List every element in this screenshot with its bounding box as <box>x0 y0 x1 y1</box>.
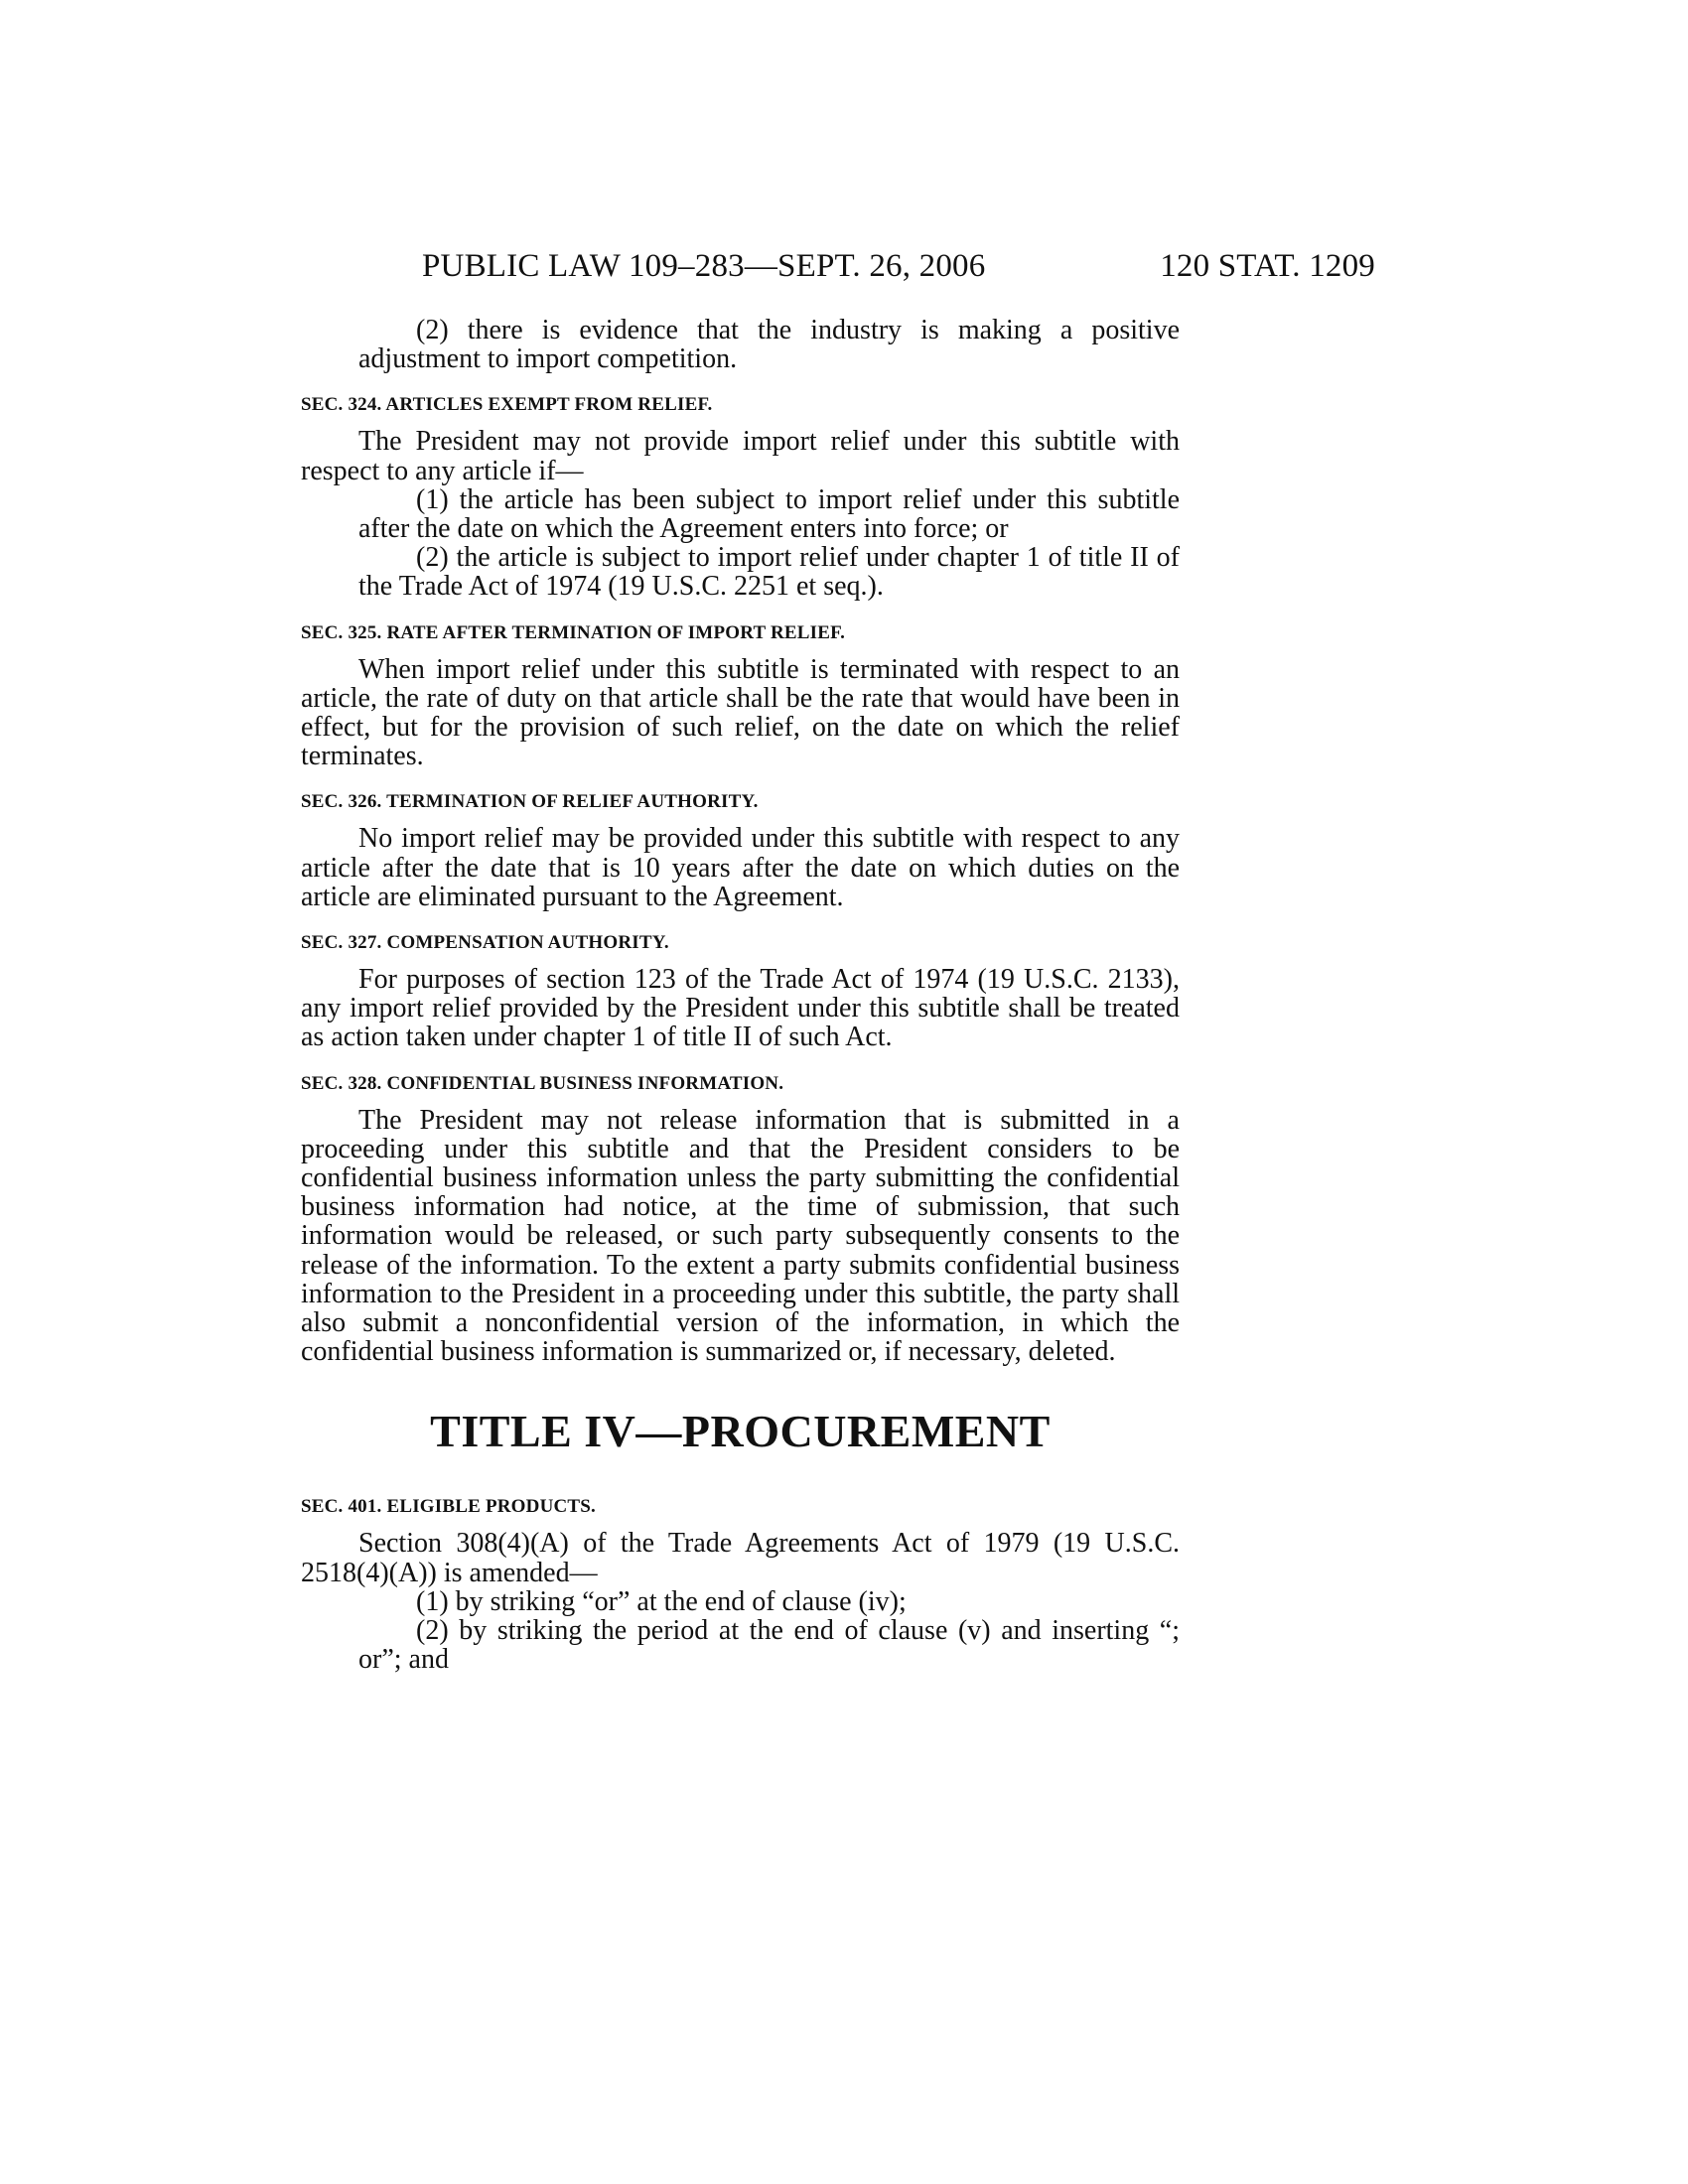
sec-325-heading: SEC. 325. RATE AFTER TERMINATION OF IMPORT RELIEF. <box>301 621 846 643</box>
sec-401-heading: SEC. 401. ELIGIBLE PRODUCTS. <box>301 1496 597 1518</box>
document-body <box>301 316 1180 1675</box>
sec-324-clause-2: (2) the article is subject to import relief under chapter 1 of title II of the Trade Act of 1974 (19 U.S.C. 2251 et seq.). <box>358 542 1180 603</box>
statute-page-number: 120 STAT. 1209 <box>1160 248 1375 284</box>
sec-324-heading: SEC. 324. ARTICLES EXEMPT FROM RELIEF. <box>301 394 713 416</box>
sec-326-text: No import relief may be provided under this subtitle with respect to any article after the date that is 10 years after the date on which duties on the article are eliminated pursuant to the Agreement. <box>301 823 1180 912</box>
sec-401-lead: Section 308(4)(A) of the Trade Agreements Act of 1979 (19 U.S.C. 2518(4)(A)) is amended— <box>301 1528 1180 1588</box>
sec-326-heading: SEC. 326. TERMINATION OF RELIEF AUTHORITY. <box>301 791 759 813</box>
sec-401-clause-2: (2) by striking the period at the end of clause (v) and inserting “; or”; and <box>358 1615 1180 1676</box>
header-title: PUBLIC LAW 109–283—SEPT. 26, 2006 <box>422 248 986 284</box>
title-iv-heading: TITLE IV—PROCUREMENT <box>430 1406 1051 1457</box>
intro-clause-2: (2) there is evidence that the industry is making a positive adjustment to import competition. <box>358 315 1180 375</box>
sec-327-heading: SEC. 327. COMPENSATION AUTHORITY. <box>301 932 669 954</box>
sec-325-text: When import relief under this subtitle is terminated with respect to an article, the rate of duty on that article shall be the rate that would have been in effect, but for the provision of such relief, on the date on which the relief terminates. <box>301 653 1180 772</box>
sec-401-clause-1: (1) by striking “or” at the end of clause (iv); <box>416 1585 907 1617</box>
sec-324-clause-1: (1) the article has been subject to import relief under this subtitle after the date on which the Agreement enters into force; or <box>358 483 1180 545</box>
sec-328-heading: SEC. 328. CONFIDENTIAL BUSINESS INFORMATION. <box>301 1072 784 1094</box>
sec-327-text: For purposes of section 123 of the Trade Act of 1974 (19 U.S.C. 2133), any import relief provided by the President under this subtitle shall be treated as action taken under chapter 1 of title II of such Act. <box>301 964 1180 1053</box>
sec-324-lead: The President may not provide import relief under this subtitle with respect to any article if— <box>301 426 1180 486</box>
sec-328-text: The President may not release information that is submitted in a proceeding under this subtitle and that the President considers to be confidential business information unless the party submitting the confidential business information had notice, at the time of submission, that such information would be released, or such party subsequently consents to the release of the information. To the extent a party submits confidential business information to the President in a proceeding under this subtitle, the party shall also submit a nonconfidential version of the information, in which the confidential business information is summarized or, if necessary, deleted. <box>301 1104 1180 1368</box>
running-header <box>422 241 1375 291</box>
